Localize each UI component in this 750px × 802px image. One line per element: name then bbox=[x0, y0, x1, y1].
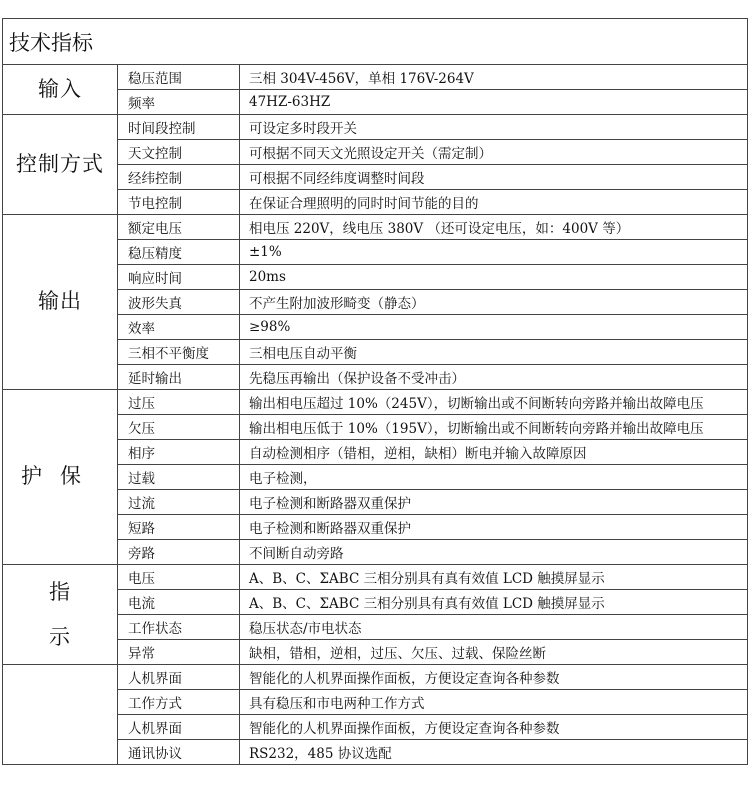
table-row bbox=[3, 215, 748, 240]
table-row bbox=[3, 115, 748, 140]
param-name: 节电控制 bbox=[118, 190, 240, 215]
param-value: 智能化的人机界面操作面板，方便设定查询各种参数 bbox=[240, 665, 748, 690]
category-input: 输入 bbox=[3, 65, 118, 115]
param-name: 人机界面 bbox=[118, 665, 240, 690]
param-value: 具有稳压和市电两种工作方式 bbox=[240, 690, 748, 715]
param-name: 异常 bbox=[118, 640, 240, 665]
param-value: A、B、C、ΣABC 三相分别具有真有效值 LCD 触摸屏显示 bbox=[240, 590, 748, 615]
param-value: 输出相电压超过 10%（245V），切断输出或不间断转向旁路并输出故障电压 bbox=[240, 390, 748, 415]
param-name: 相序 bbox=[118, 440, 240, 465]
param-name: 欠压 bbox=[118, 415, 240, 440]
param-value: 可根据不同天文光照设定开关（需定制） bbox=[240, 140, 748, 165]
param-name: 效率 bbox=[118, 315, 240, 340]
param-value: A、B、C、ΣABC 三相分别具有真有效值 LCD 触摸屏显示 bbox=[240, 565, 748, 590]
table-row bbox=[3, 665, 748, 690]
param-name: 稳压精度 bbox=[118, 240, 240, 265]
param-name: 工作方式 bbox=[118, 690, 240, 715]
param-name: 频率 bbox=[118, 90, 240, 115]
param-value: 电子检测和断路器双重保护 bbox=[240, 490, 748, 515]
param-name: 延时输出 bbox=[118, 365, 240, 390]
table-row bbox=[3, 390, 748, 415]
param-value: 智能化的人机界面操作面板，方便设定查询各种参数 bbox=[240, 715, 748, 740]
title-row bbox=[3, 19, 748, 65]
param-name: 人机界面 bbox=[118, 715, 240, 740]
param-value: 相电压 220V，线电压 380V （还可设定电压，如：400V 等） bbox=[240, 215, 748, 240]
param-name: 三相不平衡度 bbox=[118, 340, 240, 365]
param-value: 先稳压再输出（保护设备不受冲击） bbox=[240, 365, 748, 390]
table-title: 技术指标 bbox=[3, 19, 748, 65]
param-value: 不间断自动旁路 bbox=[240, 540, 748, 565]
param-value: 三相 304V-456V，单相 176V-264V bbox=[240, 65, 748, 90]
param-value: 电子检测和断路器双重保护 bbox=[240, 515, 748, 540]
param-name: 工作状态 bbox=[118, 615, 240, 640]
param-value: RS232，485 协议选配 bbox=[240, 740, 748, 765]
param-name: 稳压范围 bbox=[118, 65, 240, 90]
param-value: 不产生附加波形畸变（静态） bbox=[240, 290, 748, 315]
param-name: 过压 bbox=[118, 390, 240, 415]
param-value: 47HZ-63HZ bbox=[240, 90, 748, 115]
param-value: 自动检测相序（错相，逆相，缺相）断电并输入故障原因 bbox=[240, 440, 748, 465]
param-value: 可根据不同经纬度调整时间段 bbox=[240, 165, 748, 190]
param-value: 缺相，错相，逆相，过压、欠压、过载、保险丝断 bbox=[240, 640, 748, 665]
category-indication: 指 示 bbox=[3, 565, 118, 665]
param-name: 响应时间 bbox=[118, 265, 240, 290]
param-name: 过流 bbox=[118, 490, 240, 515]
category-output: 输出 bbox=[3, 215, 118, 390]
param-value: ±1% bbox=[240, 240, 748, 265]
param-value: 可设定多时段开关 bbox=[240, 115, 748, 140]
param-value: 在保证合理照明的同时时间节能的目的 bbox=[240, 190, 748, 215]
param-name: 电压 bbox=[118, 565, 240, 590]
param-value: 稳压状态/市电状态 bbox=[240, 615, 748, 640]
param-name: 时间段控制 bbox=[118, 115, 240, 140]
param-value: 电子检测， bbox=[240, 465, 748, 490]
param-name: 额定电压 bbox=[118, 215, 240, 240]
param-name: 通讯协议 bbox=[118, 740, 240, 765]
param-name: 电流 bbox=[118, 590, 240, 615]
param-name: 波形失真 bbox=[118, 290, 240, 315]
category-other bbox=[3, 665, 118, 765]
table-row bbox=[3, 565, 748, 590]
table-row bbox=[3, 65, 748, 90]
param-value: ≥98% bbox=[240, 315, 748, 340]
param-value: 三相电压自动平衡 bbox=[240, 340, 748, 365]
category-control-mode: 控制方式 bbox=[3, 115, 118, 215]
spec-table bbox=[2, 18, 748, 765]
param-name: 短路 bbox=[118, 515, 240, 540]
category-protection: 护保 bbox=[3, 390, 118, 565]
param-name: 旁路 bbox=[118, 540, 240, 565]
param-name: 过载 bbox=[118, 465, 240, 490]
param-name: 天文控制 bbox=[118, 140, 240, 165]
param-value: 20ms bbox=[240, 265, 748, 290]
param-name: 经纬控制 bbox=[118, 165, 240, 190]
param-value: 输出相电压低于 10%（195V），切断输出或不间断转向旁路并输出故障电压 bbox=[240, 415, 748, 440]
